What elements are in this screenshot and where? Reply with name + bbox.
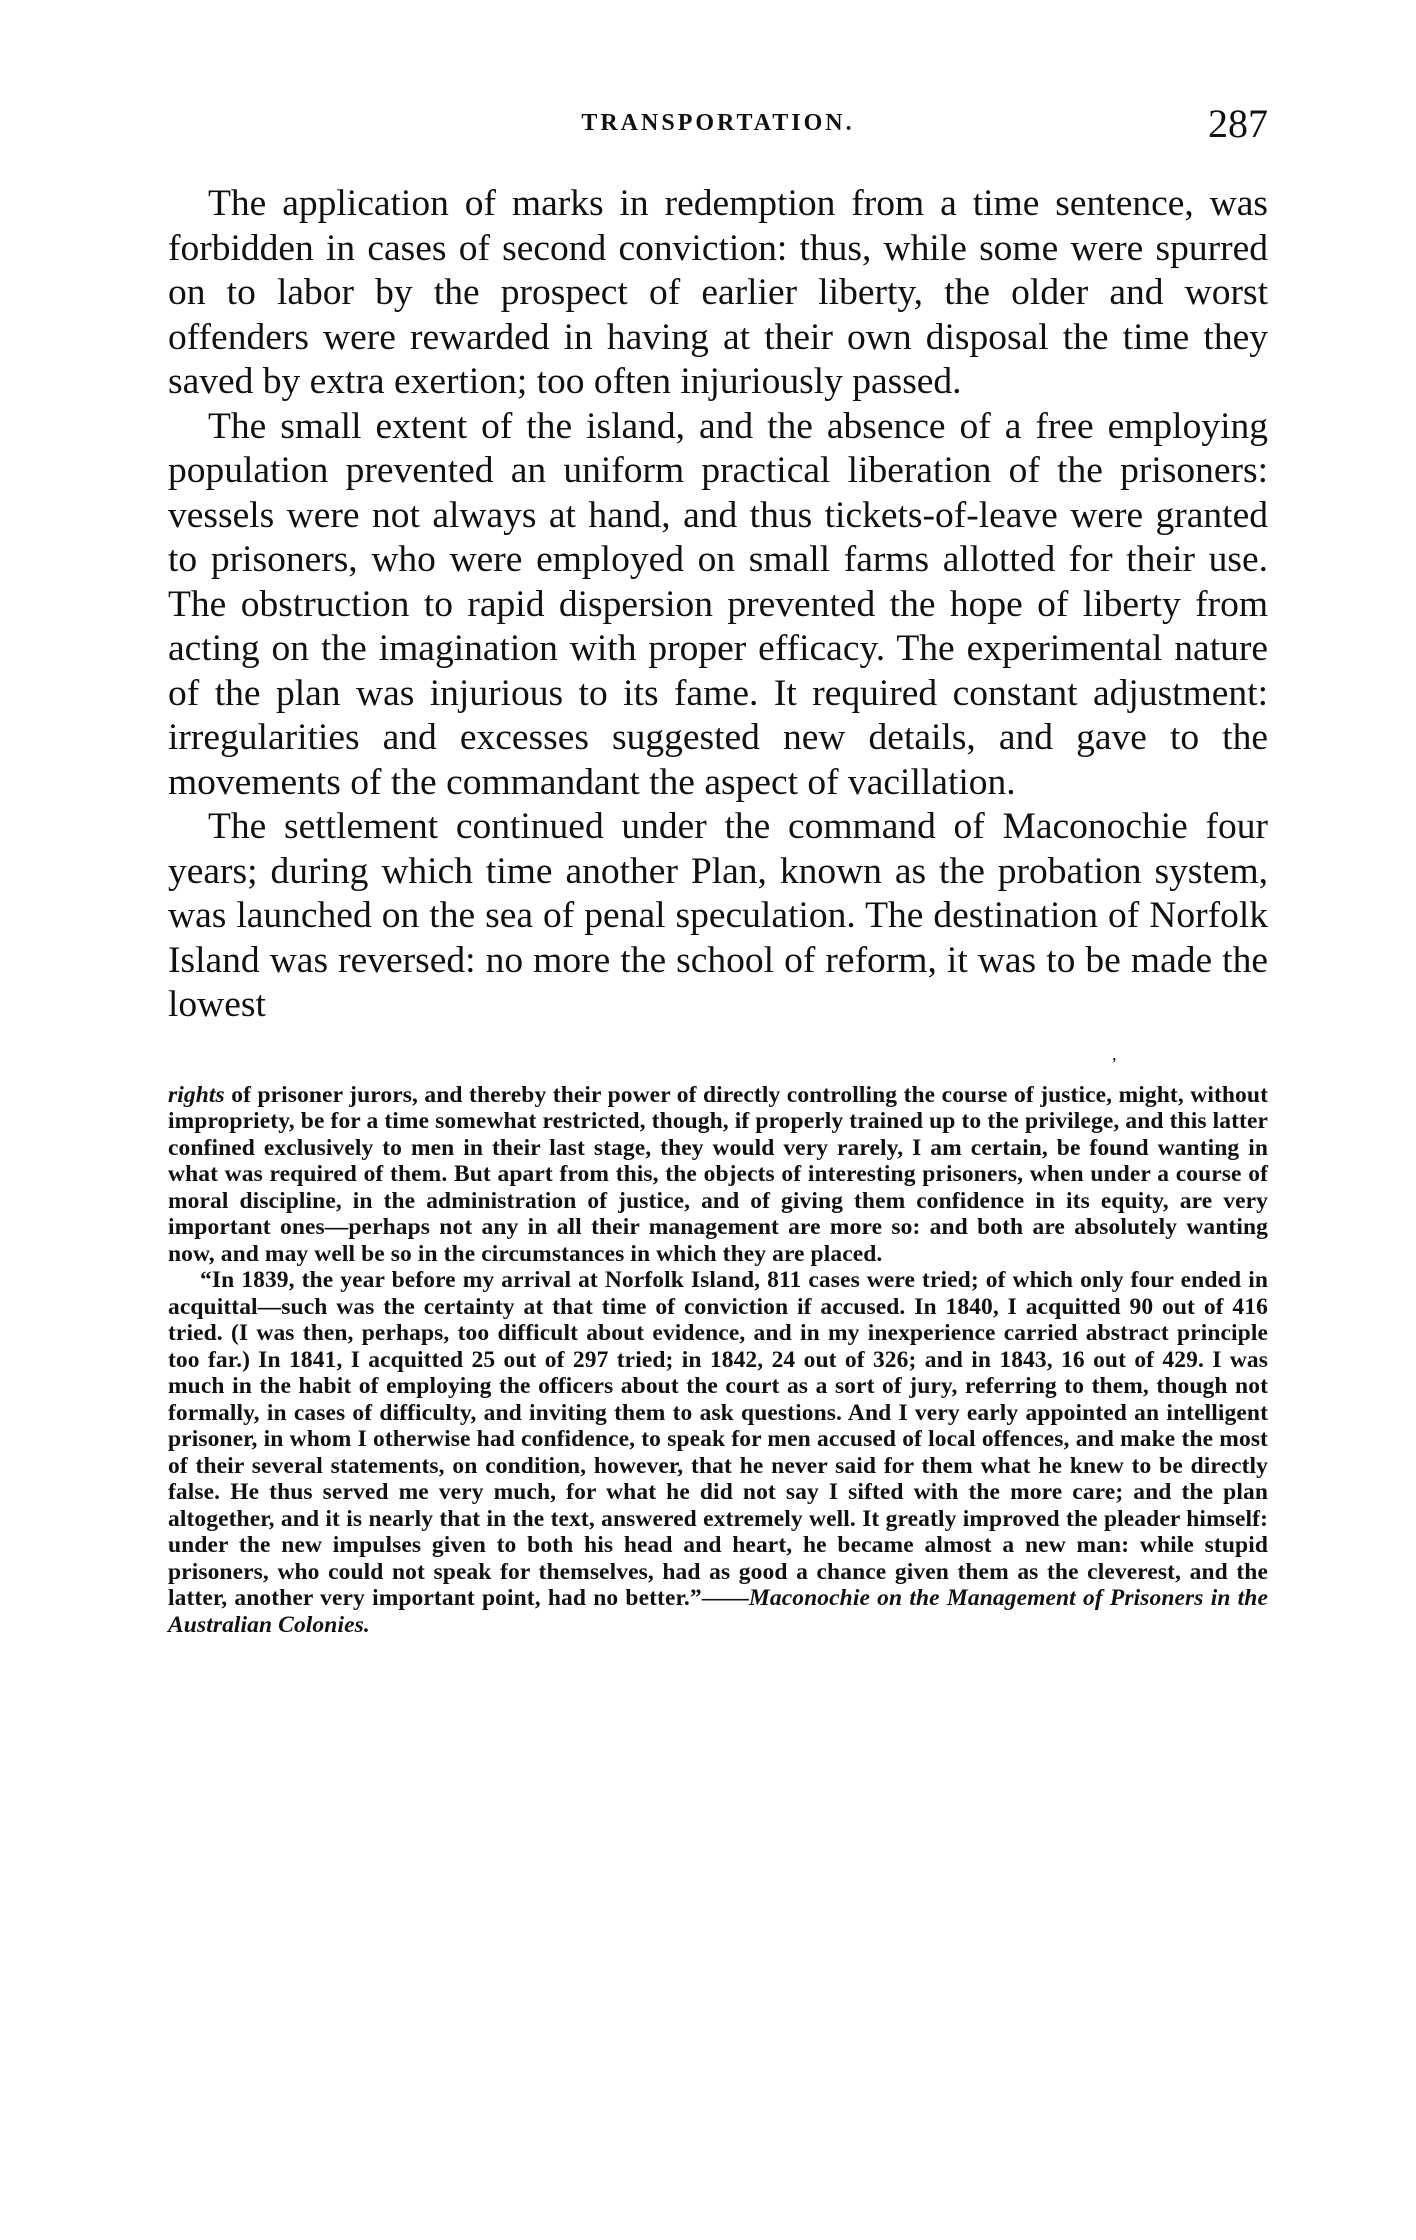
footnote-citation: Maconochie on the Management of Prisoners in the Australian Colonies. (168, 1585, 1268, 1638)
footnote-continuation (168, 1082, 1268, 1268)
page-number: 287 (1208, 101, 1268, 146)
footnote-continuation-lead: rights (168, 1081, 225, 1108)
footnote-continuation-text: of prisoner jurors, and thereby their power of directly controlling the course of justice, might, without impropriety, be for a time somewhat restricted, though, if properly trained up to the privilege, and this latter confined exclusively to men in their last stage, they would very rarely, I am certain, be found wanting in what was required of them. But apart from this, the objects of interesting prisoners, when under a course of moral discipline, in the administration of justice, and of giving them confidence in its equity, are very important ones—perhaps not any in all their management are more so: and both are absolutely wanting now, and may well be so in the circumstances in which they are placed. (168, 1081, 1268, 1267)
footnote-quote (168, 1267, 1268, 1638)
book-page (168, 100, 1268, 1638)
running-head (168, 100, 1268, 160)
body-text (168, 182, 1268, 1028)
body-paragraph-1: The application of marks in redemption from a time sentence, was forbidden in cases of second conviction: thus, while some were spurred on to labor by the prospect of earlier liberty, the older and worst offenders were rewarded in having at their own disposal the time they saved by extra exertion; too often injuriously passed. (168, 183, 1268, 402)
running-title: TRANSPORTATION. (581, 110, 855, 136)
body-paragraph-2: The small extent of the island, and the absence of a free employing population prevented an uniform practical liberation of the prisoners: vessels were not always at hand, and thus tickets-of-leave were granted to prisoners, who were employed on small farms allotted for their use. The obstruction to rapid dispersion prevented the hope of liberty from acting on the imagination with proper efficacy. The experimental nature of the plan was injurious to its fame. It required constant adjustment: irregularities and excesses suggested new details, and gave to the movements of the commandant the aspect of vacillation. (168, 405, 1268, 803)
body-paragraph-3: The settlement continued under the command of Maconochie four years; during which time another Plan, known as the probation system, was launched on the sea of penal speculation. The destination of Norfolk Island was reversed: no more the school of reform, it was to be made the lowest (168, 806, 1268, 1025)
footnotes (168, 1082, 1268, 1639)
footnote-separator: , (1112, 1043, 1117, 1064)
footnote-quote-text: “In 1839, the year before my arrival at Norfolk Island, 811 cases were tried; of which only four ended in acquittal—such was the certainty at that time of conviction if accused. In 1840, I acquitted 90 out of 416 tried. (I was then, perhaps, too difficult about evidence, and in my inexperience carried abstract principle too far.) In 1841, I acquitted 25 out of 297 tried; in 1842, 24 out of 326; and in 1843, 16 out of 429. I was much in the habit of employing the officers about the court as a sort of jury, referring to them, though not formally, in cases of difficulty, and inviting them to ask questions. And I very early appointed an intelligent prisoner, in whom I otherwise had confidence, to speak for men accused of local offences, and make the most of their several statements, on condition, however, that he never said for them what he knew to be directly false. He thus served me very much, for what he did not say I sifted with the more care; and the plan altogether, and it is nearly that in the text, answered extremely well. It greatly improved the pleader himself: under the new impulses given to both his head and heart, he became almost a new man: while stupid prisoners, who could not speak for themselves, had as good a chance given them as the cleverest, and the latter, another very important point, had no better.”—— (168, 1267, 1268, 1611)
